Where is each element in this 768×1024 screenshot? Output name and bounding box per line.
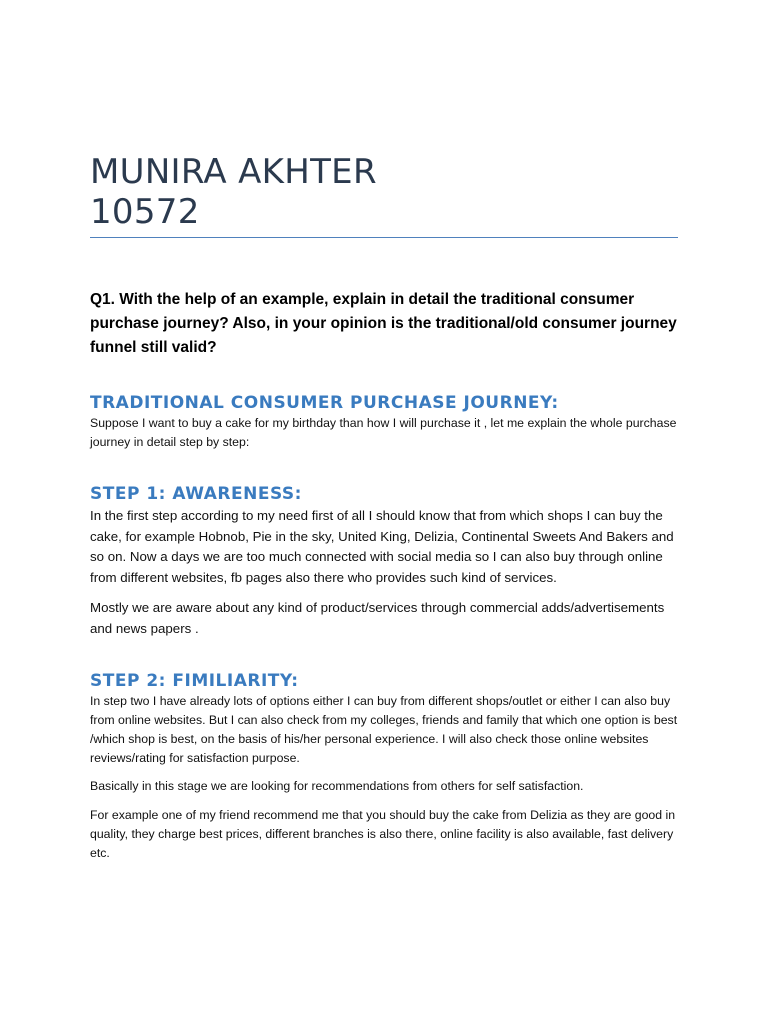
author-name: MUNIRA AKHTER xyxy=(90,152,377,192)
section-heading-step-2: STEP 2: FIMILIARITY: xyxy=(90,671,299,691)
paragraph-step-1-b: Mostly we are aware about any kind of product/services through commercial adds/advertisements and news papers . xyxy=(90,600,665,636)
author-id: 10572 xyxy=(90,192,200,232)
paragraph-intro: Suppose I want to buy a cake for my birthday than how I will purchase it , let me explain the whole purchase journey in detail step by step: xyxy=(90,416,677,449)
section-heading-step-1: STEP 1: AWARENESS: xyxy=(90,484,302,504)
title-block xyxy=(90,152,678,232)
paragraph-step-2-c: For example one of my friend recommend me that you should buy the cake from Delizia as they are good in quality, they charge best prices, different branches is also there, online facility is also available, fast delivery etc. xyxy=(90,808,676,860)
title-divider xyxy=(90,237,678,238)
question-text: Q1. With the help of an example, explain in detail the traditional consumer purchase journey? Also, in your opinion is the traditional/old consumer journey funnel still valid? xyxy=(90,291,677,356)
paragraph-step-2-a: In step two I have already lots of options either I can buy from different shops/outlet or either I can also buy from online websites. But I can also check from my colleges, friends and family that which one option is best /which shop is best, on the basis of his/her personal experience. I will also check those online websites reviews/rating for satisfaction purpose. xyxy=(90,694,678,765)
paragraph-step-1-a: In the first step according to my need first of all I should know that from which shops I can buy the cake, for example Hobnob, Pie in the sky, United King, Delizia, Continental Sweets And Bakers and so on. Now a days we are too much connected with social media so I can also buy through online from different websites, fb pages also there who provides such kind of services. xyxy=(90,508,674,585)
paragraph-step-2-b: Basically in this stage we are looking for recommendations from others for self satisfaction. xyxy=(90,779,584,793)
section-heading-traditional-journey: TRADITIONAL CONSUMER PURCHASE JOURNEY: xyxy=(90,393,559,413)
